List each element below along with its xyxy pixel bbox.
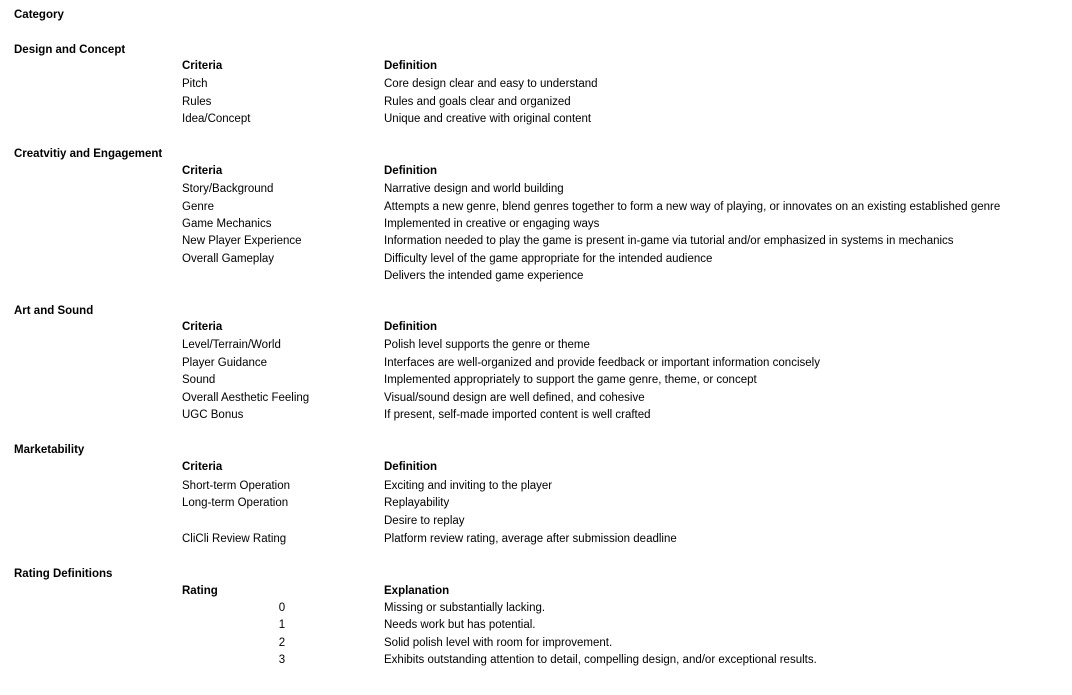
criteria-header: Criteria bbox=[182, 321, 223, 333]
definition-cell: Interfaces are well-organized and provide feedback or important information concisely bbox=[384, 357, 820, 369]
explanation-cell: Exhibits outstanding attention to detail, compelling design, and/or exceptional results. bbox=[384, 654, 817, 666]
definition-cell: Information needed to play the game is present in-game via tutorial and/or emphasized in systems in mechanics bbox=[384, 235, 954, 247]
criteria-header: Criteria bbox=[182, 461, 223, 473]
criteria-cell: Player Guidance bbox=[182, 357, 268, 369]
definition-header: Definition bbox=[384, 60, 438, 72]
section-title-art-sound: Art and Sound bbox=[14, 305, 94, 317]
definition-cell: If present, self-made imported content is well crafted bbox=[384, 409, 651, 421]
definition-cell: Core design clear and easy to understand bbox=[384, 78, 598, 90]
definition-header: Definition bbox=[384, 165, 438, 177]
criteria-cell: Short-term Operation bbox=[182, 480, 291, 492]
definition-cell: Unique and creative with original content bbox=[384, 113, 592, 125]
criteria-cell: Game Mechanics bbox=[182, 218, 272, 230]
criteria-cell: Pitch bbox=[182, 78, 208, 90]
definition-cell: Desire to replay bbox=[384, 515, 465, 527]
explanation-cell: Needs work but has potential. bbox=[384, 619, 536, 631]
rating-value: 0 bbox=[278, 602, 286, 614]
section-title-marketability: Marketability bbox=[14, 444, 85, 456]
rating-header: Rating bbox=[182, 585, 218, 597]
definition-cell: Narrative design and world building bbox=[384, 183, 564, 195]
category-header: Category bbox=[14, 9, 64, 21]
criteria-cell: UGC Bonus bbox=[182, 409, 244, 421]
criteria-cell: Level/Terrain/World bbox=[182, 339, 281, 351]
explanation-cell: Solid polish level with room for improvement. bbox=[384, 637, 613, 649]
definition-cell: Difficulty level of the game appropriate for the intended audience bbox=[384, 253, 713, 265]
criteria-cell: Story/Background bbox=[182, 183, 274, 195]
definition-cell: Visual/sound design are well defined, and cohesive bbox=[384, 392, 645, 404]
explanation-header: Explanation bbox=[384, 585, 450, 597]
criteria-cell: Sound bbox=[182, 374, 216, 386]
section-title-design-concept: Design and Concept bbox=[14, 44, 126, 56]
criteria-cell: Overall Aesthetic Feeling bbox=[182, 392, 310, 404]
section-title-creativity-engagement: Creatvitiy and Engagement bbox=[14, 148, 163, 160]
criteria-header: Criteria bbox=[182, 165, 223, 177]
criteria-cell: Genre bbox=[182, 201, 214, 213]
criteria-cell: Idea/Concept bbox=[182, 113, 251, 125]
definition-cell: Implemented in creative or engaging ways bbox=[384, 218, 600, 230]
rating-value: 2 bbox=[278, 637, 286, 649]
rating-value: 1 bbox=[278, 619, 286, 631]
definition-header: Definition bbox=[384, 461, 438, 473]
definition-cell: Replayability bbox=[384, 497, 450, 509]
definition-cell: Attempts a new genre, blend genres together to form a new way of playing, or innovates on an existing established genre bbox=[384, 201, 1001, 213]
criteria-header: Criteria bbox=[182, 60, 223, 72]
criteria-cell: Rules bbox=[182, 96, 212, 108]
criteria-cell: Overall Gameplay bbox=[182, 253, 275, 265]
criteria-cell: Long-term Operation bbox=[182, 497, 289, 509]
section-title-rating-definitions: Rating Definitions bbox=[14, 568, 113, 580]
rating-value: 3 bbox=[278, 654, 286, 666]
explanation-cell: Missing or substantially lacking. bbox=[384, 602, 546, 614]
criteria-cell: CliCli Review Rating bbox=[182, 533, 287, 545]
criteria-cell: New Player Experience bbox=[182, 235, 302, 247]
definition-cell: Rules and goals clear and organized bbox=[384, 96, 571, 108]
definition-cell: Exciting and inviting to the player bbox=[384, 480, 553, 492]
definition-cell: Implemented appropriately to support the game genre, theme, or concept bbox=[384, 374, 757, 386]
definition-header: Definition bbox=[384, 321, 438, 333]
definition-cell: Polish level supports the genre or theme bbox=[384, 339, 590, 351]
definition-cell: Platform review rating, average after submission deadline bbox=[384, 533, 677, 545]
definition-cell: Delivers the intended game experience bbox=[384, 270, 584, 282]
